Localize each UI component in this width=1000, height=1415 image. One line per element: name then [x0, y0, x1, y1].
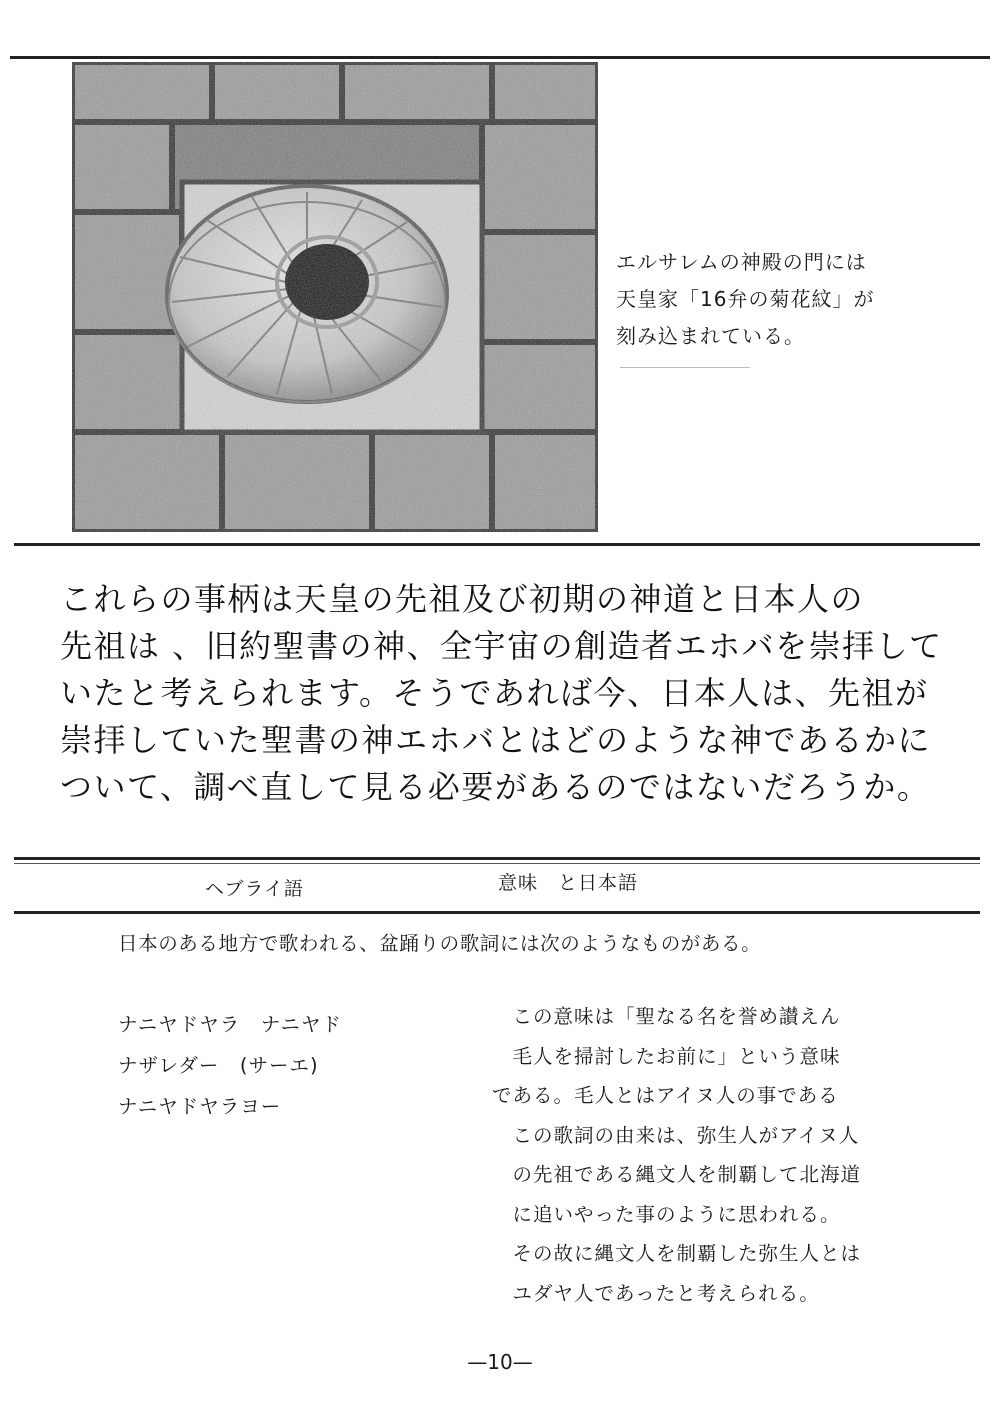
- table-header-bottom-rule: [14, 911, 980, 914]
- main-line: ついて、調べ直して見る必要があるのではないだろうか。: [60, 768, 931, 806]
- main-line: いたと考えられます。そうであれば今、日本人は、先祖が: [60, 674, 929, 712]
- meaning-line: この歌詞の由来は、弥生人がアイヌ人: [492, 1123, 860, 1147]
- meaning-line: の先祖である縄文人を制覇して北海道: [492, 1163, 862, 1186]
- lyric-line: ナニヤドヤラ ナニヤド: [118, 1013, 342, 1036]
- meaning-line: ユダヤ人であったと考えられる。: [492, 1281, 820, 1305]
- lyric-line: ナニヤドヤラヨー: [118, 1095, 282, 1118]
- main-line: これらの事柄は天皇の先祖及び初期の神道と日本人の: [60, 580, 865, 618]
- meaning-line: に追いやった事のように思われる。: [492, 1202, 841, 1226]
- intro-text: 日本のある地方で歌われる、盆踊りの歌詞には次のようなものがある。: [118, 932, 762, 955]
- photo-caption: [616, 244, 956, 355]
- photo-bottom-rule: [14, 543, 980, 546]
- meaning-line: この意味は「聖なる名を誉め讃えん: [492, 1005, 841, 1028]
- meaning-column: [492, 997, 861, 1313]
- meaning-line: その故に縄文人を制覇した弥生人とは: [492, 1242, 862, 1265]
- meaning-line: 毛人を掃討したお前に」という意味: [492, 1044, 841, 1068]
- rosette-carving-illustration: [72, 62, 598, 532]
- meaning-column-header: 意味 と日本語: [498, 872, 639, 894]
- main-line: 先祖は 、旧約聖書の神、全宇宙の創造者エホバを崇拝して: [60, 627, 943, 665]
- lyrics-column: [118, 1004, 342, 1127]
- table-top-rule: [14, 857, 980, 860]
- top-rule: [10, 56, 990, 59]
- caption-line: エルサレムの神殿の門には: [616, 250, 867, 274]
- temple-gate-photo: [72, 62, 598, 532]
- meaning-line: である。毛人とはアイヌ人の事である: [492, 1084, 839, 1107]
- table-top-rule-inner: [14, 863, 980, 864]
- caption-line: 天皇家「16弁の菊花紋」が: [616, 287, 875, 311]
- main-paragraph: [60, 576, 980, 811]
- hebrew-column-header: ヘブライ語: [205, 878, 304, 900]
- caption-underline: [620, 367, 750, 368]
- main-line: 崇拝していた聖書の神エホバとはどのような神であるかに: [60, 721, 932, 759]
- lyric-line: ナザレダー (サーエ): [118, 1054, 319, 1077]
- caption-line: 刻み込まれている。: [616, 324, 805, 348]
- page-number: —10—: [467, 1350, 533, 1374]
